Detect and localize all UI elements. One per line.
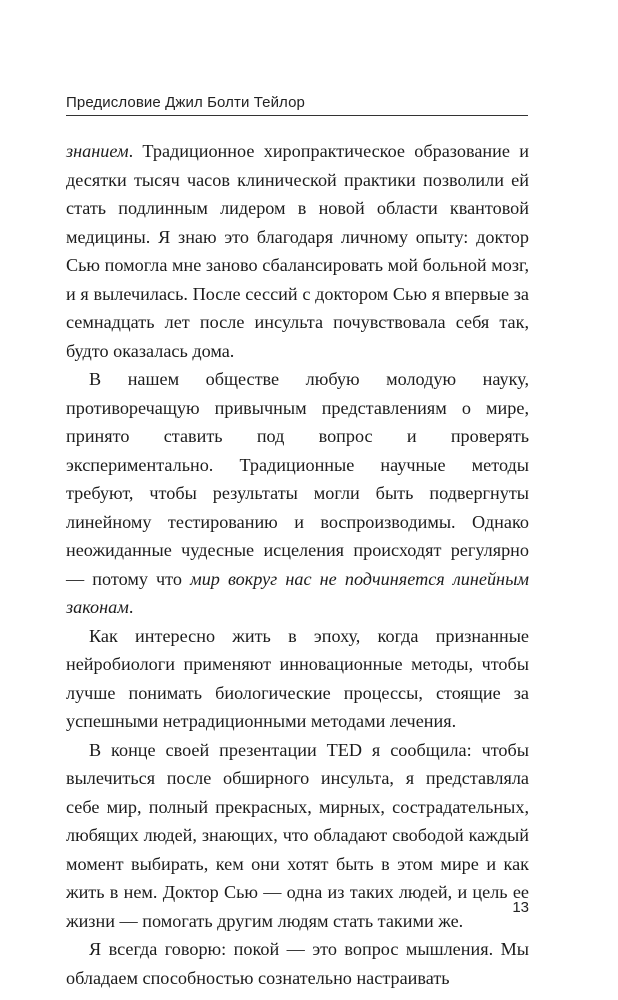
paragraph-4 <box>66 736 529 936</box>
paragraph-1 <box>66 137 529 365</box>
running-head-title: Предисловие Джил Болти Тейлор <box>66 94 305 111</box>
paragraph-3-text: Как интересно жить в эпоху, когда признанные нейробиологи применяют инновационные методы, чтобы лучше понимать биологические процессы, стоящие за успешными нетрадиционными методами лечения. <box>66 625 529 731</box>
header-divider <box>66 115 528 116</box>
paragraph-1-text: . Традиционное хиропрактическое образование и десятки тысяч часов клинической практики позволили ей стать подлинным лидером в новой области квантовой медицины. Я знаю это благодаря личному опыту: доктор Сью помогла мне заново сбалансировать мой больной мозг, и я вылечилась. После сессий с доктором Сью я впервые за семнадцать лет после инсульта почувствовала себя так, будто оказалась дома. <box>66 141 529 361</box>
paragraph-5 <box>66 935 529 992</box>
paragraph-3 <box>66 622 529 736</box>
paragraph-5-text: Я всегда говорю: покой — это вопрос мышления. Мы обладаем способностью сознательно настраивать <box>66 939 529 988</box>
body-text <box>66 137 529 992</box>
paragraph-2 <box>66 365 529 622</box>
paragraph-4-text: В конце своей презентации TED я сообщила: чтобы вылечиться после обширного инсульта, я представляла себе мир, полный прекрасных, мирных, сострадательных, любящих людей, знающих, что обладают свободой каждый момент выбирать, кем они хотят быть в этом мире и как жить в нем. Доктор Сью — одна из таких людей, и цель ее жизни — помогать другим людям стать такими же. <box>66 739 529 931</box>
paragraph-1-italic: знанием <box>66 141 129 161</box>
paragraph-2-text: В нашем обществе любую молодую науку, противоречащую привычным представлениям о мире, принято ставить под вопрос и проверять экспериментально. Традиционные научные методы требуют, чтобы результаты могли быть подвергнуты линейному тестированию и воспроизводимы. Однако неожиданные чудесные исцеления происходят регулярно — потому что <box>66 369 529 589</box>
paragraph-2-tail: . <box>128 597 134 617</box>
paragraph-2-italic: мир вокруг нас не подчиняется линейным законам <box>66 568 529 617</box>
page-number: 13 <box>512 899 529 916</box>
